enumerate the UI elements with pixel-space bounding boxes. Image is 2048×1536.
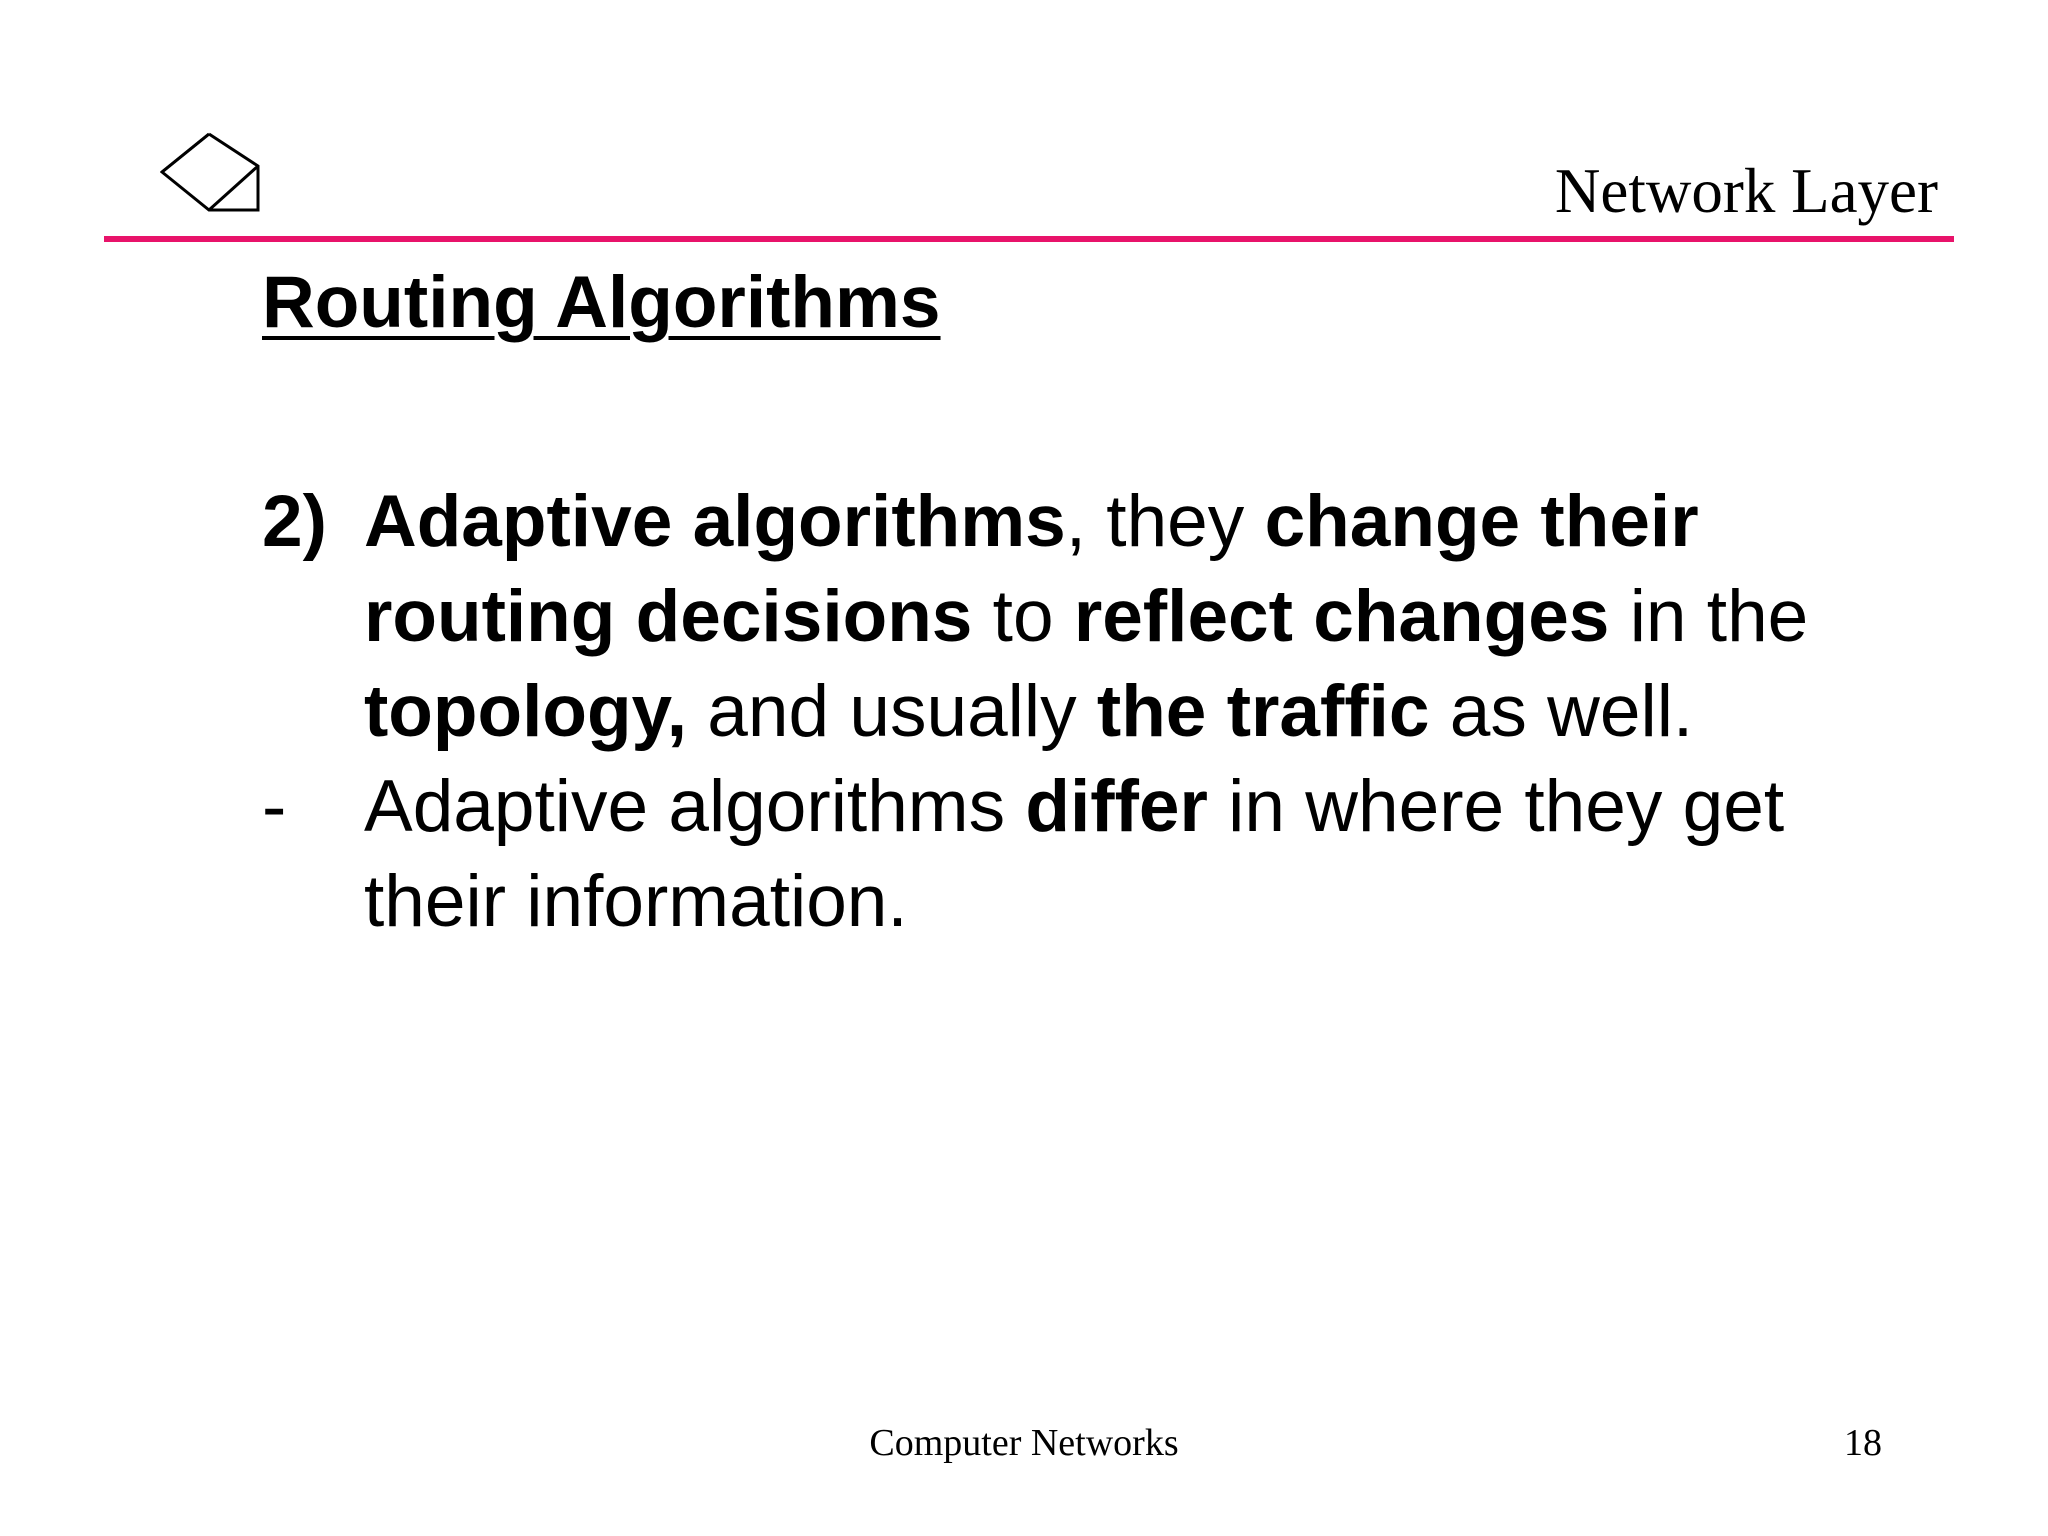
list-marker: - — [262, 766, 287, 847]
list-item-text — [364, 474, 1862, 759]
diamond-square-logo-icon — [160, 132, 266, 214]
slide-title: Routing Algorithms — [262, 262, 941, 343]
text-segment: in the — [1609, 576, 1809, 657]
list-item — [262, 474, 1862, 759]
list-item — [262, 759, 1862, 949]
header-title: Network Layer — [1554, 156, 1938, 226]
text-segment: , they — [1065, 481, 1265, 562]
text-segment: to — [972, 576, 1074, 657]
text-segment: Adaptive algorithms — [364, 481, 1066, 562]
text-segment: differ — [1025, 766, 1208, 847]
text-segment: and usually — [687, 671, 1097, 752]
text-segment: reflect changes — [1073, 576, 1610, 657]
list-marker: 2) — [262, 481, 327, 562]
text-segment: the traffic — [1096, 671, 1430, 752]
text-segment: in where they get their information. — [364, 766, 1785, 942]
page-number: 18 — [1844, 1422, 1882, 1464]
text-segment: Adaptive algorithms — [364, 766, 1026, 847]
list-item-text — [364, 759, 1862, 949]
header-divider — [104, 236, 1954, 242]
text-segment: change their routing decisions — [364, 481, 1699, 657]
text-segment: as well. — [1429, 671, 1694, 752]
text-segment: topology, — [364, 671, 688, 752]
slide-body — [262, 474, 1862, 949]
footer-course: Computer Networks — [869, 1422, 1179, 1464]
